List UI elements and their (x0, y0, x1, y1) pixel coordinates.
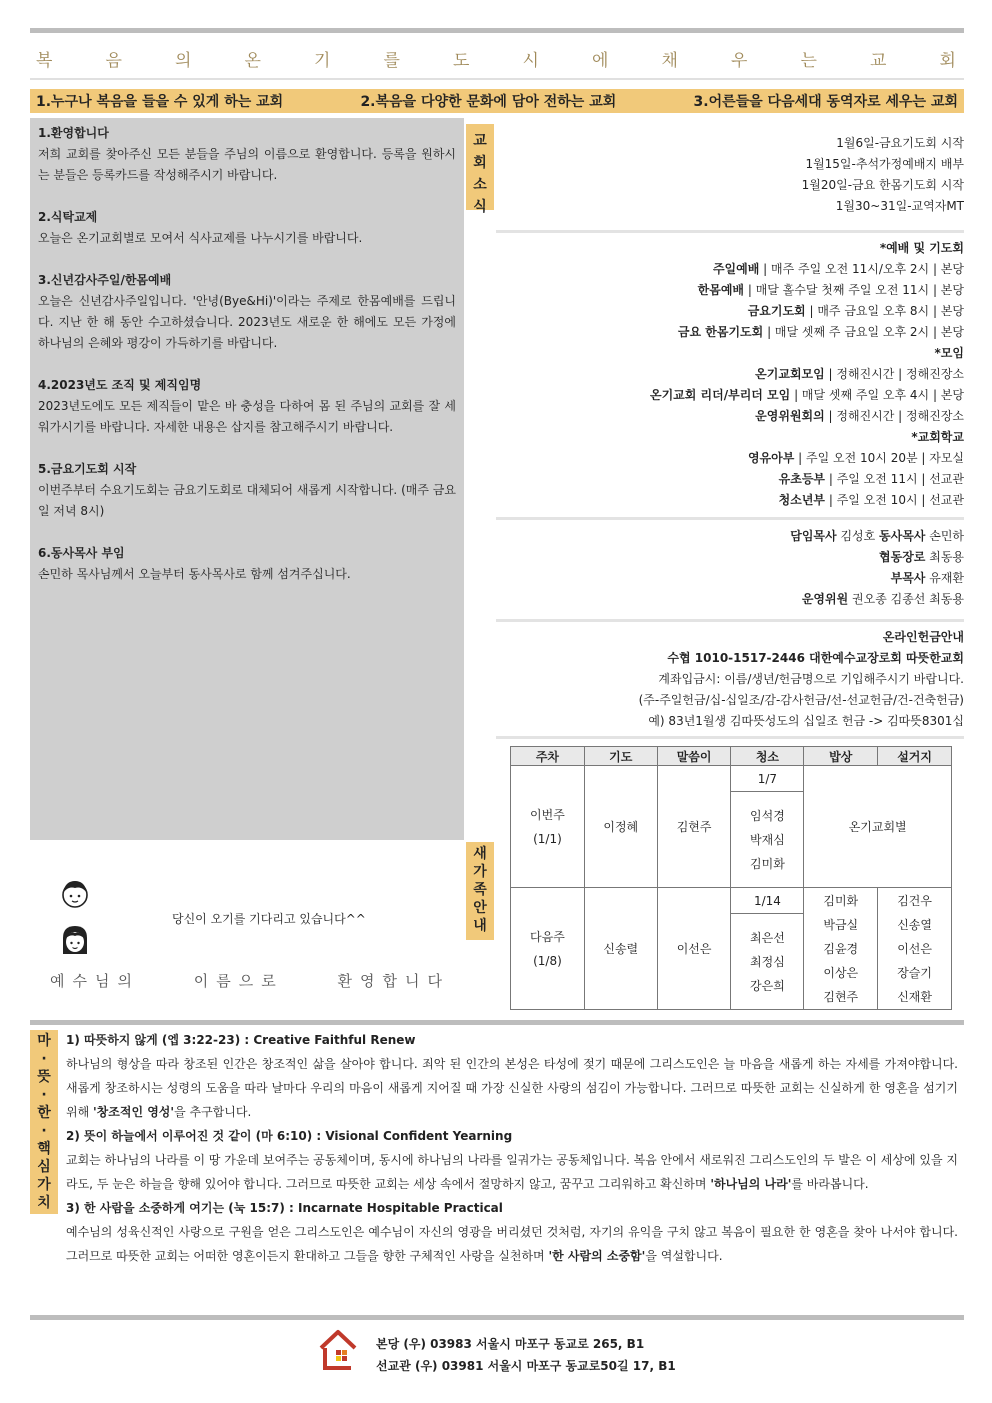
church-logo-icon (318, 1328, 358, 1372)
label-char: 심 (37, 1159, 51, 1175)
item-detail: | 매주 주일 오전 11시/오후 2시 | 본당 (759, 262, 964, 276)
col-header: 설거지 (878, 747, 952, 766)
divider (496, 736, 964, 739)
staff-name: 김성호 (836, 529, 880, 543)
service-duty-table (510, 746, 952, 1010)
welcome-banner (50, 970, 450, 991)
clean-date-cell: 1/14 (731, 888, 804, 914)
offering-heading: 온라인헌금안내 (882, 630, 964, 644)
label-char: · (41, 1051, 47, 1067)
news-item: 1월15일-추석가정예배지 배부 (805, 157, 964, 171)
boy-face-icon (60, 878, 90, 910)
meal-cell: 김미화 박금실 김윤경 이상은 김현주 (804, 888, 878, 1010)
item-detail: | 매달 셋째 주 금요일 오후 2시 | 본당 (763, 325, 964, 339)
item-detail: | 주일 오전 10시 | 선교관 (825, 493, 964, 507)
meal-cell: 온기교회별 (804, 766, 952, 888)
col-header: 주차 (511, 747, 585, 766)
school-item (650, 448, 964, 469)
meeting-item (650, 406, 964, 427)
label-char: 새 (473, 846, 487, 862)
cleaners-cell: 임석경 박재심 김미화 (731, 792, 804, 888)
news-item: 1월30~31일-교역자MT (835, 199, 964, 213)
motto-char: 음 (105, 51, 124, 71)
girl-face-icon (60, 924, 90, 956)
core-body: 예수님의 성육신적인 사랑으로 구원을 얻은 그리스도인은 예수님이 자신의 영광을 버리셨던 것처럼, 자기의 유익을 구치 않고 복음이 필요한 한 영혼을 찾아 나서야 합니다. 그러므로 따뜻한 교회는 어떠한 영혼이든지 환대하고 그들을 향한 구체적인 사랑을 실천하며 '한 사람의 소중함'을 역설합니다. (66, 1225, 958, 1263)
staff-role: 부목사 (890, 571, 926, 585)
dish-cell: 김건우 신송열 이선은 장슬기 신재환 (878, 888, 952, 1010)
meeting-item (650, 385, 964, 406)
cleaners-cell: 최은선 최정심 강은희 (731, 914, 804, 1010)
online-offering (639, 627, 964, 732)
item-detail: | 정해진시간 | 정해진장소 (824, 409, 964, 423)
annex-address: 선교관 (우) 03981 서울시 마포구 동교로50길 17, B1 (376, 1359, 676, 1373)
label-char: 식 (473, 199, 487, 215)
motto-char: 는 (800, 51, 819, 71)
core-title: 3) 한 사람을 소중하게 여기는 (눅 15:7) : Incarnate Hospitable Practical (66, 1201, 503, 1215)
label-char: · (41, 1123, 47, 1139)
staff-name: 유재환 (925, 571, 964, 585)
motto-char: 우 (731, 51, 750, 71)
notice-item (38, 459, 456, 522)
motto-char: 도 (453, 51, 472, 71)
school-item (650, 490, 964, 511)
notice-title: 4.2023년도 조직 및 제직임명 (38, 378, 202, 392)
worship-item (650, 259, 964, 280)
news-item: 1월20일-금요 한몸기도회 시작 (801, 178, 964, 192)
notice-item (38, 207, 456, 249)
item-name: 금요 한몸기도회 (677, 325, 764, 339)
vision-bar (30, 89, 964, 113)
section-heading: *예배 및 기도회 (879, 241, 964, 255)
banner-word: 예수님의 (50, 972, 140, 990)
item-name: 온기교회 리더/부리더 모임 (649, 388, 791, 402)
offering-line: 계좌입금시: 이름/생년/헌금명으로 기입해주시기 바랍니다. (658, 672, 964, 686)
word-cell: 이선은 (657, 888, 731, 1010)
church-news (802, 133, 964, 217)
core-title: 2) 뜻이 하늘에서 이루어진 것 같이 (마 6:10) : Visional Confident Yearning (66, 1129, 513, 1143)
divider (496, 230, 964, 233)
staff-role: 운영위원 (801, 592, 849, 606)
col-header: 기도 (584, 747, 657, 766)
notice-item (38, 543, 456, 585)
notices-panel (30, 118, 464, 840)
week-cell: 이번주 (1/1) (511, 766, 585, 888)
col-header: 청소 (731, 747, 804, 766)
footer-addresses (376, 1333, 676, 1377)
motto-char: 의 (175, 51, 194, 71)
label-char: 가 (37, 1177, 51, 1193)
church-motto (30, 46, 964, 71)
col-header: 말씀이 (657, 747, 731, 766)
divider (496, 517, 964, 520)
bottom-rule (30, 1315, 964, 1320)
item-detail: | 매달 홀수달 첫째 주일 오전 11시 | 본당 (744, 283, 964, 297)
staff-role: 협동장로 (879, 550, 926, 564)
news-item: 1월6일-금요기도회 시작 (836, 136, 964, 150)
label-char: · (41, 1087, 47, 1103)
vision-item: 1.누구나 복음을 들을 수 있게 하는 교회 (36, 94, 284, 110)
divider (496, 619, 964, 622)
worship-item (650, 301, 964, 322)
staff-name: 최동용 (925, 550, 964, 564)
staff-item (790, 547, 964, 568)
item-detail: | 주일 오전 11시 | 선교관 (825, 472, 964, 486)
week-cell: 다음주 (1/8) (511, 888, 585, 1010)
notice-body: 손민하 목사님께서 오늘부터 동사목사로 함께 섬겨주십니다. (38, 567, 351, 581)
staff-role: 동사목사 (879, 529, 926, 543)
notice-title: 3.신년감사주일/한몸예배 (38, 273, 172, 287)
motto-char: 온 (244, 51, 263, 71)
section-heading: *교회학교 (911, 430, 964, 444)
item-detail: | 매달 셋째 주일 오후 4시 | 본당 (790, 388, 964, 402)
motto-char: 복 (36, 51, 55, 71)
item-detail: | 매주 금요일 오후 8시 | 본당 (805, 304, 964, 318)
staff-item (790, 526, 964, 547)
word-cell: 김현주 (657, 766, 731, 888)
motto-char: 교 (870, 51, 889, 71)
vision-item: 3.어른들을 다음세대 동역자로 세우는 교회 (693, 94, 958, 110)
staff-name: 손민하 (925, 529, 964, 543)
section-heading: *모임 (934, 346, 964, 360)
core-body: 하나님의 형상을 따라 창조된 인간은 창조적인 삶을 살아야 합니다. 죄악 된 인간의 본성은 타성에 젖기 때문에 그리스도인은 늘 마음을 새롭게 하는 자세를 가져야합니다. 새롭게 창조하시는 성령의 도움을 따라 날마다 우리의 마음이 새롭게 지어질 때 가장 신실한 사랑의 섬김이 가능합니다. 그러므로 따뜻한 교회는 신실하게 한 영혼을 섬기기 위해 '창조적인 영성'을 추구합니다. (66, 1057, 958, 1119)
prayer-cell: 신송렬 (584, 888, 657, 1010)
notice-body: 오늘은 온기교회별로 모여서 식사교제를 나누시기를 바랍니다. (38, 231, 363, 245)
offering-account: 수협 1010-1517-2446 대한예수교장로회 따뜻한교회 (667, 651, 964, 665)
school-item (650, 469, 964, 490)
meeting-item (650, 364, 964, 385)
item-name: 운영위원회의 (755, 409, 825, 423)
staff-item (790, 589, 964, 610)
notice-title: 6.동사목사 부임 (38, 546, 125, 560)
core-title: 1) 따뜻하지 않게 (엡 3:22-23) : Creative Faithful Renew (66, 1033, 416, 1047)
label-char: 교 (473, 133, 487, 149)
offering-line: (주-주일헌금/십-십일조/감-감사헌금/선-선교헌금/건-건축헌금) (638, 693, 964, 707)
label-char: 회 (473, 155, 487, 171)
item-name: 유초등부 (778, 472, 826, 486)
label-char: 가 (473, 864, 487, 880)
notice-title: 5.금요기도회 시작 (38, 462, 137, 476)
motto-char: 에 (592, 51, 611, 71)
notice-body: 오늘은 신년감사주일입니다. '안녕(Bye&Hi)'이라는 주제로 한몸예배를 드립니다. 지난 한 해 동안 수고하셨습니다. 2023년도 새로운 한 해에도 모든 가정에 하나님의 은혜와 평강이 가득하기를 바랍니다. (38, 294, 456, 350)
motto-char: 를 (383, 51, 402, 71)
church-news-label (466, 124, 494, 215)
item-name: 청소년부 (778, 493, 826, 507)
core-body: 교회는 하나님의 나라를 이 땅 가운데 보여주는 공동체이며, 동시에 하나님의 나라를 일궈가는 공동체입니다. 복음 안에서 새로워진 그리스도인의 두 발은 이 세상에 있을 지라도, 두 눈은 하늘을 향해 있어야 합니다. 그러므로 따뜻한 교회는 세상 속에서 절망하지 않고, 꿈꾸고 그리워하고 확신하며 '하나님의 나라'를 바라봅니다. (66, 1153, 958, 1191)
notice-body: 2023년도에도 모든 제직들이 맡은 바 충성을 다하여 몸 된 주님의 교회를 잘 세워가시기를 바랍니다. 자세한 내용은 삽지를 참고해주시기 바랍니다. (38, 399, 456, 434)
item-detail: | 주일 오전 10시 20분 | 자모실 (794, 451, 964, 465)
clean-date-cell: 1/7 (731, 766, 804, 792)
staff-item (790, 568, 964, 589)
notice-body: 저희 교회를 찾아주신 모든 분들을 주님의 이름으로 환영합니다. 등록을 원하시는 분들은 등록카드를 작성해주시기 바랍니다. (38, 147, 456, 182)
top-rule (30, 28, 964, 33)
item-name: 한몸예배 (697, 283, 745, 297)
banner-word: 이름으로 (193, 972, 284, 990)
motto-char: 기 (314, 51, 333, 71)
motto-char: 채 (661, 51, 680, 71)
label-char: 안 (473, 900, 487, 916)
core-values (66, 1028, 958, 1268)
notice-item (38, 270, 456, 354)
notice-item (38, 123, 456, 186)
label-char: 뜻 (37, 1069, 51, 1085)
worship-item (650, 280, 964, 301)
staff-name: 권오종 김종선 최동용 (848, 592, 964, 606)
welcome-message: 당신이 오기를 기다리고 있습니다^^ (172, 912, 366, 926)
notice-title: 2.식탁교제 (38, 210, 98, 224)
main-address: 본당 (우) 03983 서울시 마포구 동교로 265, B1 (376, 1337, 645, 1351)
notice-item (38, 375, 456, 438)
vision-item: 2.복음을 다양한 문화에 담아 전하는 교회 (360, 94, 617, 110)
label-char: 소 (473, 177, 487, 193)
notice-title: 1.환영합니다 (38, 126, 109, 140)
label-char: 치 (37, 1195, 51, 1211)
motto-underline (30, 78, 964, 80)
staff-role: 담임목사 (790, 529, 837, 543)
worship-item (650, 322, 964, 343)
label-char: 한 (37, 1105, 51, 1121)
col-header: 밥상 (804, 747, 878, 766)
item-name: 금요기도회 (747, 304, 806, 318)
motto-char: 시 (522, 51, 541, 71)
label-char: 마 (37, 1033, 51, 1049)
label-char: 내 (473, 918, 487, 934)
item-name: 주일예배 (712, 262, 760, 276)
offering-line: 예) 83년1월생 김따뜻성도의 십일조 헌금 -> 김따뜻8301십 (648, 714, 964, 728)
banner-word: 환영합니다 (337, 972, 450, 990)
item-detail: | 정해진시간 | 정해진장소 (824, 367, 964, 381)
label-char: 핵 (37, 1141, 51, 1157)
motto-char: 회 (939, 51, 958, 71)
new-family-label (466, 842, 494, 940)
notice-body: 이번주부터 수요기도회는 금요기도회로 대체되어 새롭게 시작합니다. (매주 금요일 저녁 8시) (38, 483, 456, 518)
item-name: 영유아부 (747, 451, 795, 465)
prayer-cell: 이정혜 (584, 766, 657, 888)
label-char: 족 (473, 882, 487, 898)
core-values-label (30, 1030, 58, 1214)
staff-list (790, 526, 964, 610)
item-name: 온기교회모임 (755, 367, 825, 381)
worship-schedule (650, 238, 964, 511)
section-rule (30, 1020, 964, 1025)
